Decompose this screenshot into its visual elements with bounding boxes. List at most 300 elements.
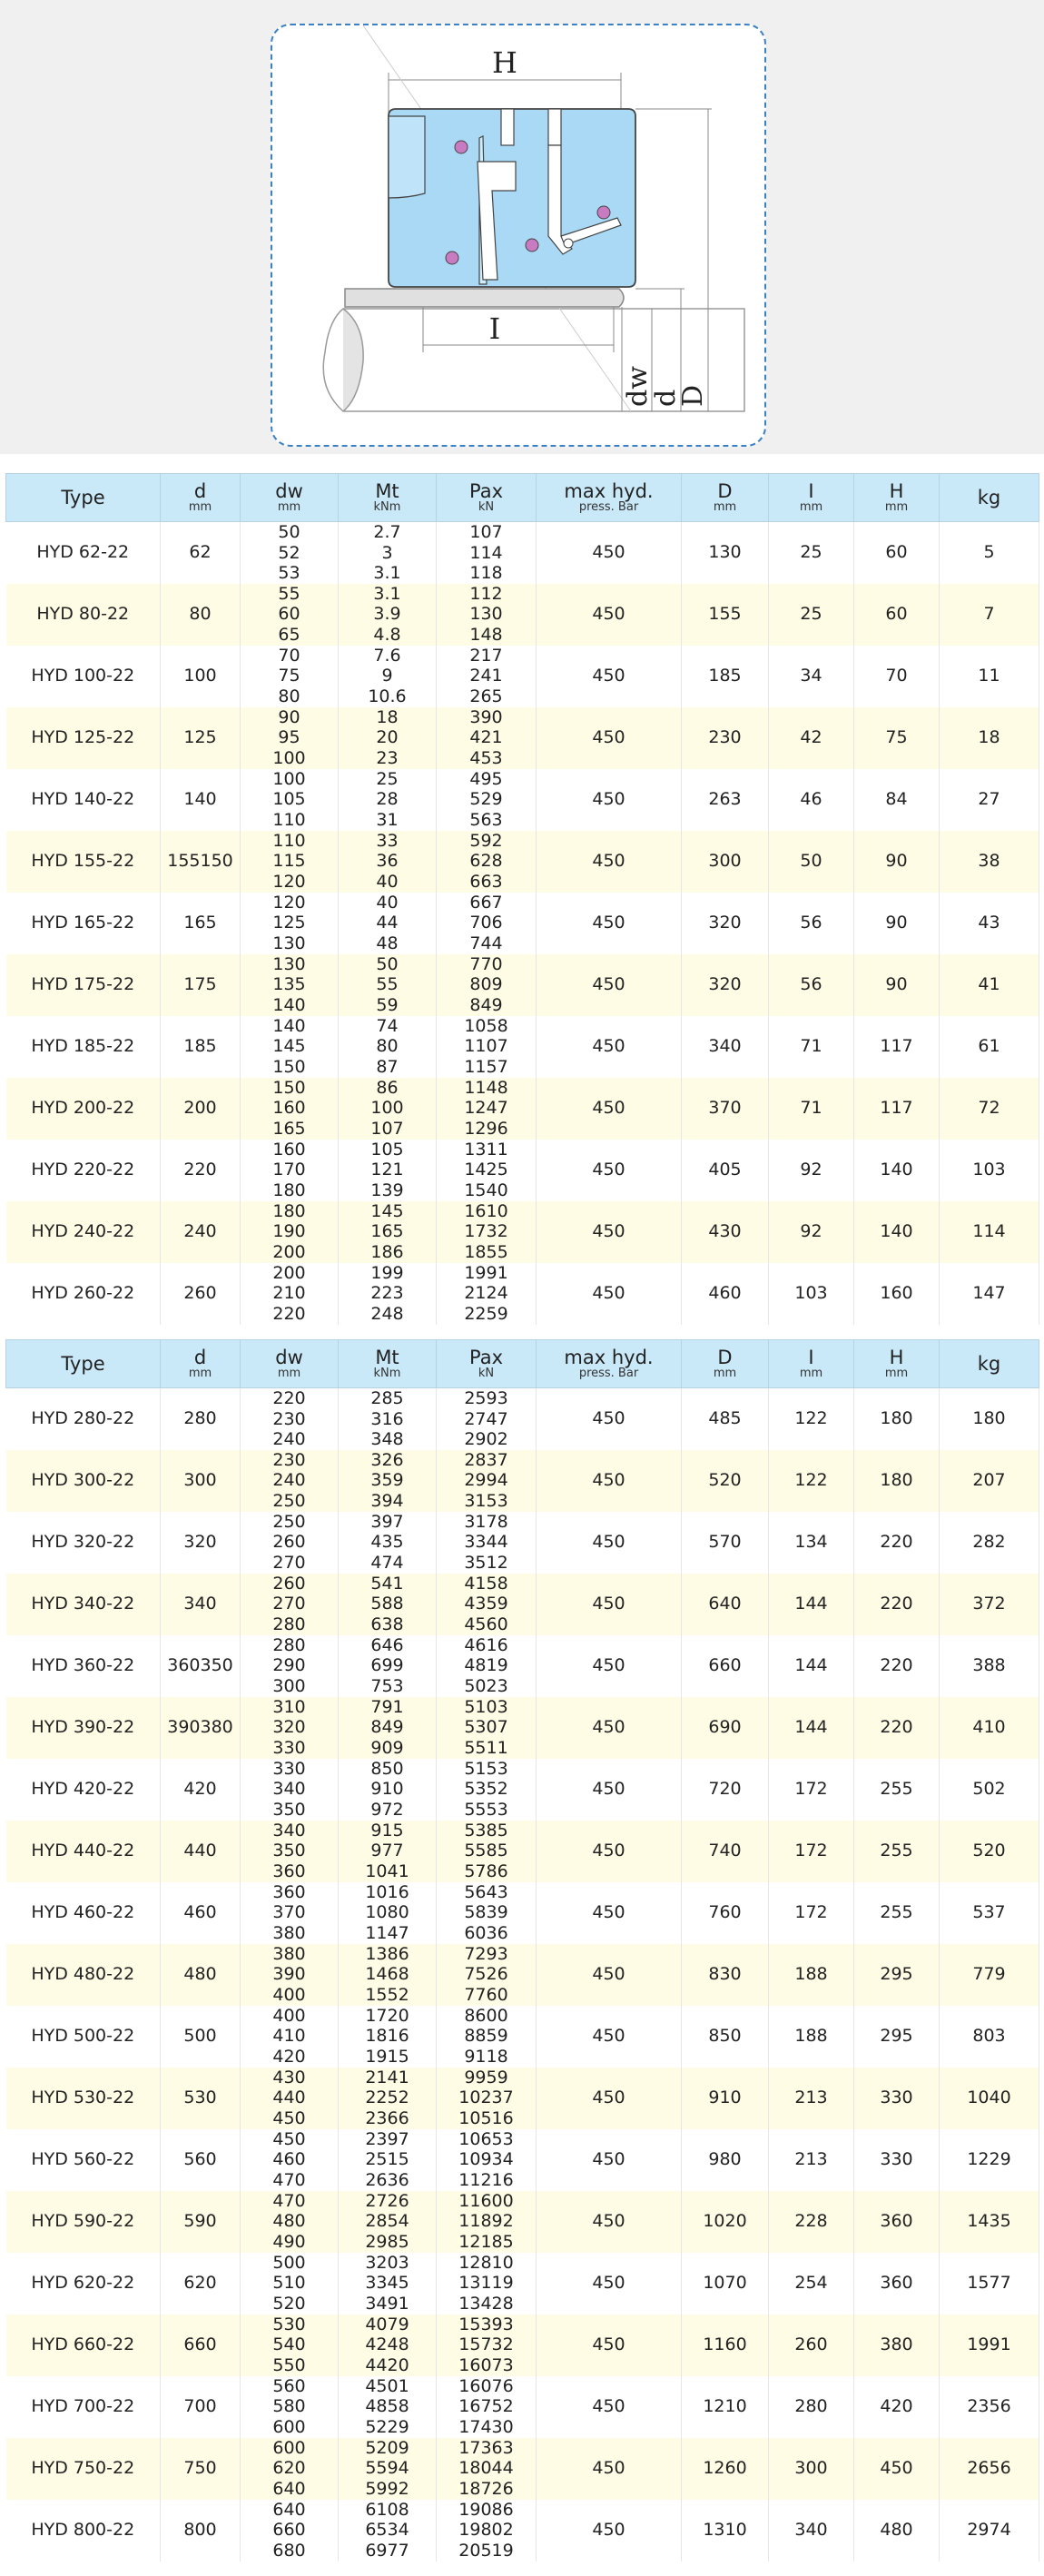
cell-pax-value: 5307 [464, 1717, 508, 1738]
cell-mt-value: 6534 [365, 2520, 409, 2541]
cell-d: 980 [682, 2129, 769, 2191]
cell-d [161, 1574, 241, 1635]
cell-i: 103 [769, 1263, 854, 1325]
cell-d-value: 165 [183, 913, 217, 933]
label-i: I [488, 311, 501, 346]
cell-mt-value: 474 [370, 1552, 404, 1573]
cell-press: 450 [537, 2129, 682, 2191]
cell-kg: 2356 [940, 2376, 1039, 2438]
cell-i: 254 [769, 2253, 854, 2314]
hydraulic-nut-drawing [272, 25, 768, 449]
column-header-unit: mm [188, 500, 212, 515]
cell-mt-value: 223 [370, 1283, 404, 1304]
cell-pax-value: 2747 [464, 1408, 508, 1429]
column-header-unit: kN [478, 1367, 495, 1381]
column-header-label: Mt [375, 480, 399, 503]
cell-press: 450 [537, 1821, 682, 1882]
cell-type: HYD 750-22 [6, 2438, 161, 2500]
cell-d-value: 440 [183, 1841, 217, 1860]
cell-pax-value: 265 [469, 686, 503, 706]
cell-pax-value: 11216 [458, 2169, 514, 2190]
cell-dw [241, 831, 339, 893]
cell-pax-value: 13428 [458, 2293, 514, 2314]
cell-dw-value: 510 [272, 2273, 306, 2294]
table-row [6, 1574, 1039, 1635]
cell-dw [241, 2191, 339, 2253]
column-header-unit: kNm [373, 500, 401, 515]
cell-h: 420 [854, 2376, 940, 2438]
cell-h: 70 [854, 646, 940, 707]
cell-pax-value: 1991 [464, 1262, 508, 1283]
cell-press: 450 [537, 2500, 682, 2561]
cell-d-value: 100 [183, 666, 217, 686]
cell-press: 450 [537, 2191, 682, 2253]
cell-d-value: 420 [183, 1779, 217, 1799]
cell-dw-value: 220 [272, 1303, 306, 1324]
cell-pax-value: 421 [469, 727, 503, 748]
cell-kg: 103 [940, 1140, 1039, 1201]
cell-dw-value: 640 [272, 2499, 306, 2520]
cell-mt-value: 3345 [365, 2273, 409, 2294]
cell-dw-value: 115 [272, 851, 306, 872]
cell-dw-value: 520 [272, 2293, 306, 2314]
cell-mt-value: 4420 [365, 2354, 409, 2375]
cell-d-value: 140 [183, 789, 217, 809]
cell-d-value: 480 [183, 1964, 217, 1984]
cell-kg: 2656 [940, 2438, 1039, 2500]
cell-dw-value: 470 [272, 2169, 306, 2190]
cell-mt-value: 915 [370, 1820, 404, 1841]
cell-kg: 803 [940, 2006, 1039, 2068]
cell-d: 460 [682, 1263, 769, 1325]
cell-pax [437, 1512, 537, 1574]
cell-mt-value: 2.7 [373, 522, 401, 542]
cell-type: HYD 125-22 [6, 707, 161, 769]
cell-type: HYD 185-22 [6, 1016, 161, 1078]
cell-kg: 207 [940, 1450, 1039, 1512]
cell-press: 450 [537, 1263, 682, 1325]
cell-d-value: 380 [200, 1717, 233, 1737]
cell-mt-value: 105 [370, 1139, 404, 1160]
cell-mt-value: 2397 [365, 2128, 409, 2149]
cell-pax [437, 1078, 537, 1140]
table-row [6, 2191, 1039, 2253]
cell-d: 640 [682, 1574, 769, 1635]
cell-d [161, 2376, 241, 2438]
cell-i: 144 [769, 1697, 854, 1759]
cell-pax [437, 646, 537, 707]
cell-mt-value: 850 [370, 1758, 404, 1779]
cell-mt-value: 4858 [365, 2396, 409, 2417]
column-header-label: Type [61, 486, 105, 508]
cell-press: 450 [537, 2068, 682, 2129]
cell-pax-value: 390 [469, 706, 503, 727]
cell-pax-value: 2124 [464, 1283, 508, 1304]
column-header-unit: kN [478, 500, 495, 515]
cell-pax [437, 1697, 537, 1759]
cell-type: HYD 460-22 [6, 1882, 161, 1944]
cell-type: HYD 220-22 [6, 1140, 161, 1201]
cell-dw-value: 310 [272, 1696, 306, 1717]
cell-press: 450 [537, 2438, 682, 2500]
cell-pax-value: 1540 [464, 1179, 508, 1200]
cell-d-value: 185 [183, 1036, 217, 1056]
cell-type: HYD 80-22 [6, 584, 161, 646]
cell-pax-value: 1148 [464, 1077, 508, 1098]
cell-mt [339, 1201, 437, 1263]
cell-h: 84 [854, 769, 940, 831]
cell-dw-value: 360 [272, 1860, 306, 1881]
column-header [682, 1340, 769, 1388]
cell-d-value: 260 [183, 1283, 217, 1303]
cell-mt [339, 2500, 437, 2561]
cell-pax-value: 15732 [458, 2334, 514, 2355]
cell-d: 1260 [682, 2438, 769, 2500]
cell-kg: 1577 [940, 2253, 1039, 2314]
cell-pax-value: 18044 [458, 2458, 514, 2479]
cell-pax-value: 5553 [464, 1799, 508, 1820]
cell-mt-value: 4501 [365, 2375, 409, 2396]
cell-d [161, 1450, 241, 1512]
cell-dw [241, 2438, 339, 2500]
table-row [6, 1140, 1039, 1201]
cell-i: 71 [769, 1078, 854, 1140]
cell-pax-value: 2259 [464, 1303, 508, 1324]
cell-mt-value: 1016 [365, 1881, 409, 1902]
cell-kg: 2974 [940, 2500, 1039, 2561]
cell-dw-value: 60 [278, 604, 300, 625]
cell-dw-value: 240 [272, 1470, 306, 1491]
cell-pax [437, 2376, 537, 2438]
cell-mt-value: 4248 [365, 2334, 409, 2355]
cell-d-value: 280 [183, 1408, 217, 1429]
cell-dw-value: 130 [272, 953, 306, 974]
cell-d: 230 [682, 707, 769, 769]
cell-pax [437, 1016, 537, 1078]
cell-press: 450 [537, 1450, 682, 1512]
cell-h: 180 [854, 1450, 940, 1512]
cell-h: 220 [854, 1574, 940, 1635]
cell-pax [437, 2500, 537, 2561]
cell-i: 213 [769, 2129, 854, 2191]
cell-mt [339, 2129, 437, 2191]
diagram-area [0, 0, 1044, 454]
cell-dw [241, 1450, 339, 1512]
cell-press: 450 [537, 893, 682, 954]
cell-type: HYD 165-22 [6, 893, 161, 954]
cell-i: 213 [769, 2068, 854, 2129]
cell-d-value: 750 [183, 2458, 217, 2478]
cell-mt [339, 1263, 437, 1325]
cell-mt-value: 20 [376, 727, 399, 748]
cell-pax [437, 1263, 537, 1325]
cell-pax-value: 130 [469, 604, 503, 625]
cell-mt [339, 1016, 437, 1078]
cell-mt [339, 1821, 437, 1882]
cell-mt-value: 165 [370, 1221, 404, 1242]
cell-pax-value: 107 [469, 522, 503, 542]
cell-d: 1210 [682, 2376, 769, 2438]
cell-d-value: 390 [167, 1717, 201, 1737]
cell-d [161, 2438, 241, 2500]
cell-mt-value: 80 [376, 1036, 399, 1057]
cell-kg: 18 [940, 707, 1039, 769]
cell-d-value: 220 [183, 1160, 217, 1179]
cell-dw-value: 290 [272, 1655, 306, 1676]
cell-d: 300 [682, 831, 769, 893]
column-header-label: d [193, 480, 207, 503]
column-header [161, 474, 241, 522]
cell-h: 140 [854, 1140, 940, 1201]
cell-dw [241, 954, 339, 1016]
cell-type: HYD 660-22 [6, 2314, 161, 2376]
cell-d-value: 320 [183, 1532, 217, 1552]
cell-i: 188 [769, 2006, 854, 2068]
cell-d-value: 240 [183, 1221, 217, 1241]
cell-dw-value: 100 [272, 768, 306, 789]
cell-mt-value: 2366 [365, 2107, 409, 2128]
table-row [6, 2253, 1039, 2314]
cell-kg: 114 [940, 1201, 1039, 1263]
cell-dw-value: 300 [272, 1675, 306, 1696]
cell-dw-value: 180 [272, 1200, 306, 1221]
cell-mt [339, 2376, 437, 2438]
cell-h: 255 [854, 1759, 940, 1821]
cell-d: 1160 [682, 2314, 769, 2376]
cell-h: 255 [854, 1882, 940, 1944]
cell-press: 450 [537, 1697, 682, 1759]
column-header-label: H [889, 1347, 904, 1369]
cell-mt-value: 48 [376, 933, 399, 953]
column-header-label: kg [977, 486, 1001, 508]
cell-pax-value: 8859 [464, 2026, 508, 2047]
cell-i: 42 [769, 707, 854, 769]
cell-mt-value: 7.6 [373, 645, 401, 666]
cell-pax [437, 2191, 537, 2253]
cell-pax-value: 3344 [464, 1532, 508, 1553]
cell-dw-value: 470 [272, 2190, 306, 2211]
cell-dw-value: 400 [272, 2005, 306, 2026]
column-header [339, 1340, 437, 1388]
cell-dw [241, 2006, 339, 2068]
column-header-label: max hyd. [564, 1347, 654, 1369]
cell-mt-value: 74 [376, 1015, 399, 1036]
cell-mt-value: 1720 [365, 2005, 409, 2026]
cell-dw [241, 1078, 339, 1140]
cell-press: 450 [537, 2314, 682, 2376]
cell-press: 450 [537, 584, 682, 646]
table-row [6, 1759, 1039, 1821]
cell-mt-value: 3203 [365, 2252, 409, 2273]
cell-dw-value: 350 [272, 1799, 306, 1820]
cell-pax [437, 954, 537, 1016]
cell-h: 330 [854, 2068, 940, 2129]
cell-mt-value: 3491 [365, 2293, 409, 2314]
cell-dw [241, 1635, 339, 1697]
column-header-label: I [808, 480, 814, 503]
cell-d [161, 2191, 241, 2253]
cell-type: HYD 100-22 [6, 646, 161, 707]
cell-d: 320 [682, 954, 769, 1016]
cell-press: 450 [537, 1140, 682, 1201]
cell-mt-value: 40 [376, 871, 399, 892]
cell-pax [437, 1821, 537, 1882]
table-row [6, 1078, 1039, 1140]
cell-i: 172 [769, 1821, 854, 1882]
cell-dw-value: 75 [278, 666, 300, 686]
cell-mt-value: 3.1 [373, 563, 401, 583]
cell-kg: 180 [940, 1388, 1039, 1450]
cell-pax-value: 4819 [464, 1655, 508, 1676]
cell-dw [241, 646, 339, 707]
cell-dw-value: 160 [272, 1098, 306, 1119]
cell-dw-value: 330 [272, 1737, 306, 1758]
cell-kg: 147 [940, 1263, 1039, 1325]
cell-mt-value: 348 [370, 1429, 404, 1449]
cell-mt-value: 5209 [365, 2437, 409, 2458]
cell-pax [437, 1944, 537, 2006]
cell-dw-value: 65 [278, 624, 300, 645]
table-row [6, 1016, 1039, 1078]
cell-mt-value: 4.8 [373, 624, 401, 645]
cell-mt [339, 1140, 437, 1201]
cell-d [161, 1078, 241, 1140]
cell-pax-value: 7526 [464, 1964, 508, 1985]
cell-d-value: 200 [183, 1098, 217, 1118]
cell-d [161, 2253, 241, 2314]
cell-pax [437, 1882, 537, 1944]
cell-dw-value: 145 [272, 1036, 306, 1057]
cell-h: 60 [854, 584, 940, 646]
cell-pax-value: 529 [469, 789, 503, 810]
cell-d-value: 175 [183, 974, 217, 994]
cell-dw [241, 893, 339, 954]
cell-dw [241, 1140, 339, 1201]
cell-press: 450 [537, 769, 682, 831]
cell-dw-value: 140 [272, 994, 306, 1015]
cell-press: 450 [537, 1016, 682, 1078]
cell-pax-value: 2593 [464, 1388, 508, 1408]
cell-press: 450 [537, 1201, 682, 1263]
cell-mt-value: 791 [370, 1696, 404, 1717]
cell-pax-value: 12185 [458, 2231, 514, 2252]
cell-press: 450 [537, 1944, 682, 2006]
cell-mt [339, 2068, 437, 2129]
cell-h: 60 [854, 522, 940, 584]
label-d: d [650, 389, 682, 407]
column-header [161, 1340, 241, 1388]
cell-pax-value: 1610 [464, 1200, 508, 1221]
cell-type: HYD 480-22 [6, 1944, 161, 2006]
table-row [6, 707, 1039, 769]
cell-i: 71 [769, 1016, 854, 1078]
cell-mt-value: 4079 [365, 2314, 409, 2334]
cell-mt-value: 1468 [365, 1964, 409, 1985]
cell-dw-value: 160 [272, 1139, 306, 1160]
cell-dw [241, 1759, 339, 1821]
cell-pax-value: 9959 [464, 2067, 508, 2087]
cell-pax [437, 831, 537, 893]
cell-d [161, 831, 241, 893]
cell-pax-value: 17363 [458, 2437, 514, 2458]
cell-pax-value: 148 [469, 624, 503, 645]
cell-mt [339, 707, 437, 769]
cell-d [161, 2314, 241, 2376]
cell-dw-value: 530 [272, 2314, 306, 2334]
cell-pax-value: 1107 [464, 1036, 508, 1057]
cell-type: HYD 140-22 [6, 769, 161, 831]
cell-mt-value: 2854 [365, 2211, 409, 2232]
cell-pax-value: 16752 [458, 2396, 514, 2417]
cell-mt [339, 1944, 437, 2006]
table-row [6, 1450, 1039, 1512]
cell-d: 340 [682, 1016, 769, 1078]
cell-mt [339, 893, 437, 954]
cell-i: 56 [769, 954, 854, 1016]
cell-type: HYD 560-22 [6, 2129, 161, 2191]
cell-pax [437, 1201, 537, 1263]
cell-mt-value: 28 [376, 789, 399, 810]
cell-pax [437, 893, 537, 954]
cell-dw-value: 80 [278, 686, 300, 706]
cell-pax [437, 1140, 537, 1201]
cell-kg: 372 [940, 1574, 1039, 1635]
cell-dw-value: 230 [272, 1408, 306, 1429]
cell-mt-value: 107 [370, 1118, 404, 1139]
cell-dw-value: 440 [272, 2087, 306, 2108]
cell-d [161, 1821, 241, 1882]
cell-press: 450 [537, 2006, 682, 2068]
cell-type: HYD 420-22 [6, 1759, 161, 1821]
label-D: D [677, 384, 709, 407]
cell-dw [241, 1201, 339, 1263]
cell-dw-value: 165 [272, 1118, 306, 1139]
cell-pax-value: 4616 [464, 1634, 508, 1655]
cell-d: 850 [682, 2006, 769, 2068]
cell-kg: 520 [940, 1821, 1039, 1882]
cell-pax-value: 3178 [464, 1511, 508, 1532]
cell-d-value: 340 [183, 1594, 217, 1614]
cell-d [161, 646, 241, 707]
cell-dw-value: 250 [272, 1511, 306, 1532]
table-row [6, 584, 1039, 646]
cell-dw [241, 2068, 339, 2129]
cell-i: 46 [769, 769, 854, 831]
cell-press: 450 [537, 2253, 682, 2314]
cell-pax-value: 19802 [458, 2520, 514, 2541]
column-header-label: Mt [375, 1347, 399, 1369]
cell-pax [437, 522, 537, 584]
cell-dw-value: 240 [272, 1429, 306, 1449]
cell-mt [339, 522, 437, 584]
cell-pax-value: 10516 [458, 2107, 514, 2128]
cell-h: 160 [854, 1263, 940, 1325]
cell-dw [241, 2129, 339, 2191]
cell-type: HYD 340-22 [6, 1574, 161, 1635]
cell-mt-value: 6108 [365, 2499, 409, 2520]
table-row [6, 1635, 1039, 1697]
cell-dw-value: 560 [272, 2375, 306, 2396]
cell-pax-value: 20519 [458, 2540, 514, 2561]
cell-mt [339, 646, 437, 707]
cell-dw-value: 620 [272, 2458, 306, 2479]
cell-mt-value: 3.1 [373, 583, 401, 604]
label-dw: dw [622, 366, 654, 407]
cell-d [161, 1263, 241, 1325]
column-header-label: I [808, 1347, 814, 1369]
cell-dw [241, 584, 339, 646]
column-header [940, 474, 1039, 522]
